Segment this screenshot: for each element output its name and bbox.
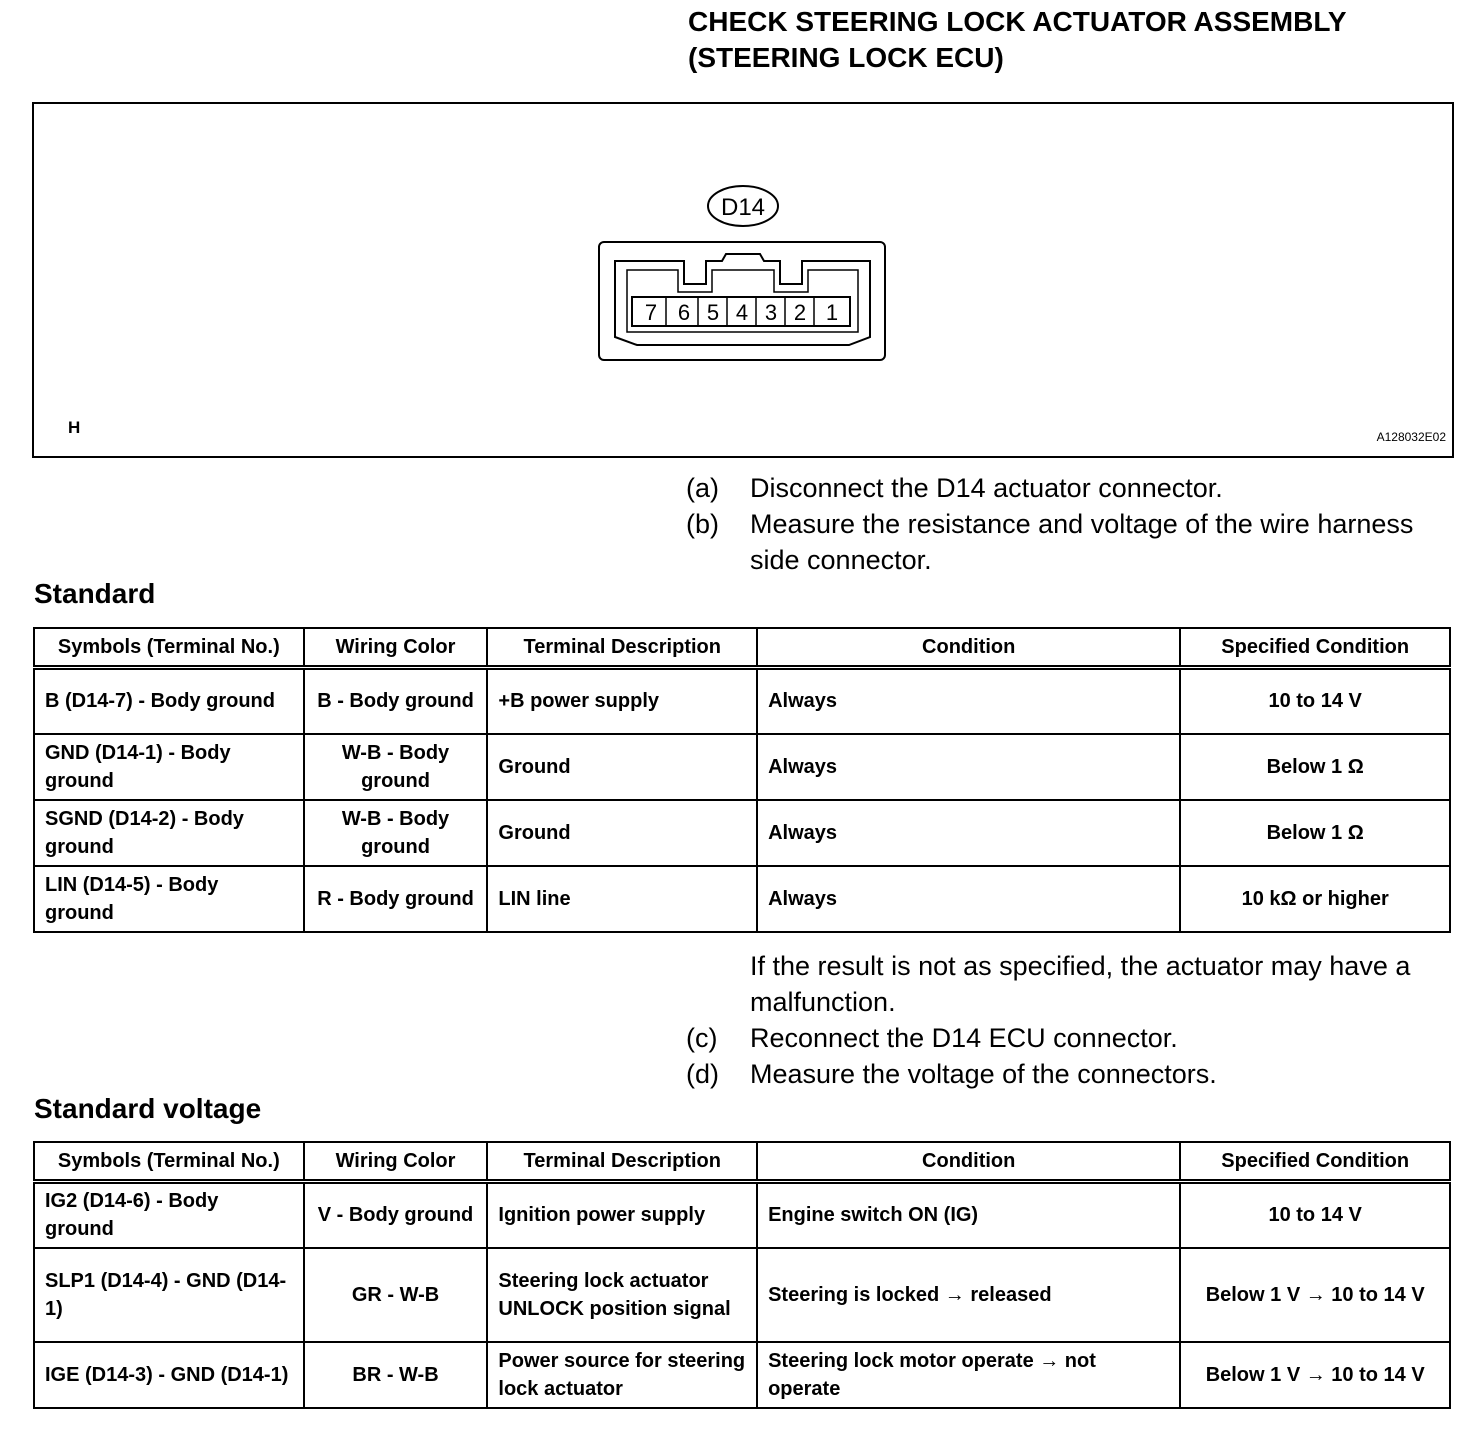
col-header: Specified Condition: [1180, 1142, 1450, 1182]
col-header: Condition: [757, 628, 1180, 668]
cell-specified: 10 kΩ or higher: [1180, 866, 1450, 932]
table-row: [34, 1248, 1450, 1342]
cell-wiring: W-B - Body ground: [304, 800, 488, 866]
table-header-row: [34, 1142, 1450, 1182]
cell-condition: Steering is locked → released: [757, 1248, 1180, 1342]
cell-description: Power source for steering lock actuator: [487, 1342, 757, 1408]
cell-specified: 10 to 14 V: [1180, 1182, 1450, 1248]
cell-symbol: GND (D14-1) - Body ground: [34, 734, 304, 800]
cell-wiring: R - Body ground: [304, 866, 488, 932]
steps-group-1: [686, 470, 1446, 578]
cell-description: LIN line: [487, 866, 757, 932]
step-label: (c): [686, 1023, 718, 1053]
standard-table: [33, 627, 1451, 933]
cell-condition: Steering lock motor operate → not operate: [757, 1342, 1180, 1408]
cell-symbol: SLP1 (D14-4) - GND (D14-1): [34, 1248, 304, 1342]
step-c: [686, 1020, 1446, 1056]
cell-description: Ignition power supply: [487, 1182, 757, 1248]
pin-5: 5: [706, 300, 720, 325]
title-line-1: CHECK STEERING LOCK ACTUATOR ASSEMBLY: [688, 6, 1347, 37]
connector-diagram: [34, 104, 1452, 456]
table-row: [34, 800, 1450, 866]
cell-wiring: GR - W-B: [304, 1248, 488, 1342]
cell-condition: Engine switch ON (IG): [757, 1182, 1180, 1248]
table-row: [34, 1182, 1450, 1248]
figure-id: A128032E02: [1376, 430, 1446, 444]
cell-condition: Always: [757, 668, 1180, 734]
cell-wiring: BR - W-B: [304, 1342, 488, 1408]
step-text: Disconnect the D14 actuator connector.: [750, 473, 1223, 503]
cell-condition: Always: [757, 866, 1180, 932]
section-standard: Standard: [34, 578, 156, 609]
cell-symbol: LIN (D14-5) - Body ground: [34, 866, 304, 932]
step-text: Reconnect the D14 ECU connector.: [750, 1023, 1178, 1053]
cell-symbol: SGND (D14-2) - Body ground: [34, 800, 304, 866]
step-label: (d): [686, 1059, 719, 1089]
step-label: (a): [686, 473, 719, 503]
cell-specified: Below 1 Ω: [1180, 800, 1450, 866]
table-row: [34, 866, 1450, 932]
step-a: [686, 470, 1446, 506]
step-text: Measure the voltage of the connectors.: [750, 1059, 1217, 1089]
pin-2: 2: [793, 300, 807, 325]
cell-specified: Below 1 Ω: [1180, 734, 1450, 800]
col-header: Condition: [757, 1142, 1180, 1182]
cell-description: Ground: [487, 800, 757, 866]
pin-7: 7: [644, 300, 658, 325]
col-header: Wiring Color: [304, 1142, 488, 1182]
step-d: [686, 1056, 1446, 1092]
col-header: Symbols (Terminal No.): [34, 1142, 304, 1182]
pin-4: 4: [735, 300, 749, 325]
cell-description: Steering lock actuator UNLOCK position signal: [487, 1248, 757, 1342]
cell-specified: 10 to 14 V: [1180, 668, 1450, 734]
title-line-2: (STEERING LOCK ECU): [688, 42, 1004, 73]
cell-specified: Below 1 V → 10 to 14 V: [1180, 1342, 1450, 1408]
step-b: [686, 506, 1446, 578]
cell-condition: Always: [757, 800, 1180, 866]
cell-description: Ground: [487, 734, 757, 800]
cell-wiring: W-B - Body ground: [304, 734, 488, 800]
cell-description: +B power supply: [487, 668, 757, 734]
pin-1: 1: [825, 300, 839, 325]
standard-voltage-table: [33, 1141, 1451, 1409]
col-header: Terminal Description: [487, 1142, 757, 1182]
cell-specified: Below 1 V → 10 to 14 V: [1180, 1248, 1450, 1342]
connector-figure: [32, 102, 1454, 458]
cell-condition: Always: [757, 734, 1180, 800]
pin-6: 6: [677, 300, 691, 325]
step-label: (b): [686, 509, 719, 539]
cell-symbol: IG2 (D14-6) - Body ground: [34, 1182, 304, 1248]
pin-3: 3: [764, 300, 778, 325]
section-standard-voltage: Standard voltage: [34, 1093, 262, 1124]
col-header: Symbols (Terminal No.): [34, 628, 304, 668]
pin-row: [632, 297, 850, 326]
col-header: Specified Condition: [1180, 628, 1450, 668]
figure-corner-label: H: [68, 418, 81, 437]
step-text: Measure the resistance and voltage of the wire harness side connector.: [750, 509, 1414, 575]
cell-symbol: IGE (D14-3) - GND (D14-1): [34, 1342, 304, 1408]
table-row: [34, 1342, 1450, 1408]
table-row: [34, 734, 1450, 800]
page-title: [688, 4, 1458, 76]
table-header-row: [34, 628, 1450, 668]
steps-group-2: [686, 948, 1446, 1092]
cell-symbol: B (D14-7) - Body ground: [34, 668, 304, 734]
col-header: Terminal Description: [487, 628, 757, 668]
connector-label: D14: [720, 194, 766, 221]
cell-wiring: B - Body ground: [304, 668, 488, 734]
cell-wiring: V - Body ground: [304, 1182, 488, 1248]
result-note: [686, 948, 1446, 1020]
note-text: If the result is not as specified, the actuator may have a malfunction.: [750, 951, 1411, 1017]
table-row: [34, 668, 1450, 734]
col-header: Wiring Color: [304, 628, 488, 668]
